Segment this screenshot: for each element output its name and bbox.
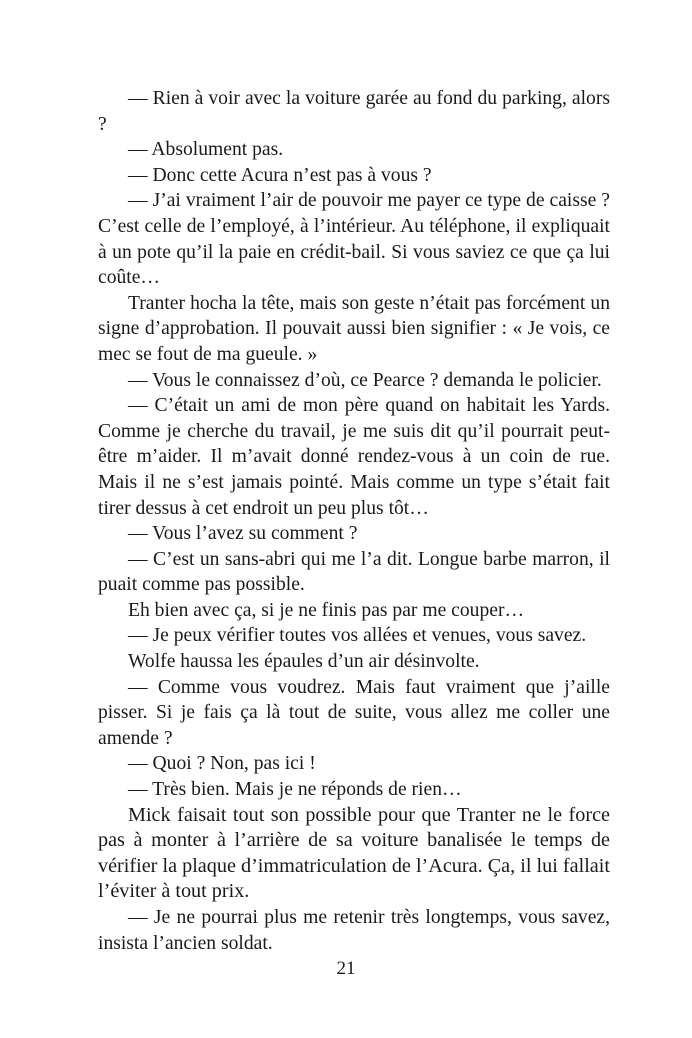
paragraph: — Je peux vérifier toutes vos allées et venues, vous savez.: [128, 625, 587, 647]
page-number: 21: [336, 958, 356, 979]
paragraph: — J’ai vraiment l’air de pouvoir me payer ce type de caisse ? C’est celle de l’employé, à l’intérieur. Au téléphone, il expliquait à un pote qu’il la paie en crédit-bail. Si vous saviez ce que ça lui coûte…: [98, 190, 610, 289]
paragraph: — Quoi ? Non, pas ici !: [128, 753, 316, 775]
paragraph: — Rien à voir avec la voiture garée au fond du parking, alors ?: [98, 88, 610, 135]
paragraph: — Je ne pourrai plus me retenir très longtemps, vous savez, insista l’ancien soldat.: [98, 907, 610, 954]
paragraph: Eh bien avec ça, si je ne finis pas par me couper…: [128, 599, 525, 621]
paragraph: — Donc cette Acura n’est pas à vous ?: [128, 164, 432, 186]
paragraph: — Vous l’avez su comment ?: [128, 523, 358, 545]
paragraph: Mick faisait tout son possible pour que Tranter ne le force pas à monter à l’arrière de sa voiture banalisée le temps de vérifier la plaque d’immatriculation de l’Acura. Ça, il lui fallait l’éviter à tout prix.: [98, 803, 610, 903]
paragraph: — Vous le connaissez d’où, ce Pearce ? demanda le policier.: [128, 369, 602, 391]
paragraph: — Absolument pas.: [128, 139, 284, 161]
body-text: [98, 86, 610, 956]
paragraph: Tranter hocha la tête, mais son geste n’était pas forcément un signe d’approbation. Il pouvait aussi bien signifier : « Je vois, ce mec se fout de ma gueule. »: [98, 292, 610, 365]
paragraph: — C’était un ami de mon père quand on habitait les Yards. Comme je cherche du travail, je me suis dit qu’il pourrait peut-être m’aider. Il m’avait donné rendez-vous à un coin de rue. Mais il ne s’est jamais pointé. Mais comme un type s’était fait tirer dessus à cet endroit un peu plus tôt…: [98, 395, 610, 519]
paragraph: — Comme vous voudrez. Mais faut vraiment que j’aille pisser. Si je fais ça là tout de suite, vous allez me coller une amende ?: [98, 676, 610, 749]
paragraph: — C’est un sans-abri qui me l’a dit. Longue barbe marron, il puait comme pas possible.: [98, 548, 610, 596]
paragraph: — Très bien. Mais je ne réponds de rien…: [128, 779, 462, 801]
paragraph: Wolfe haussa les épaules d’un air désinvolte.: [128, 651, 480, 673]
